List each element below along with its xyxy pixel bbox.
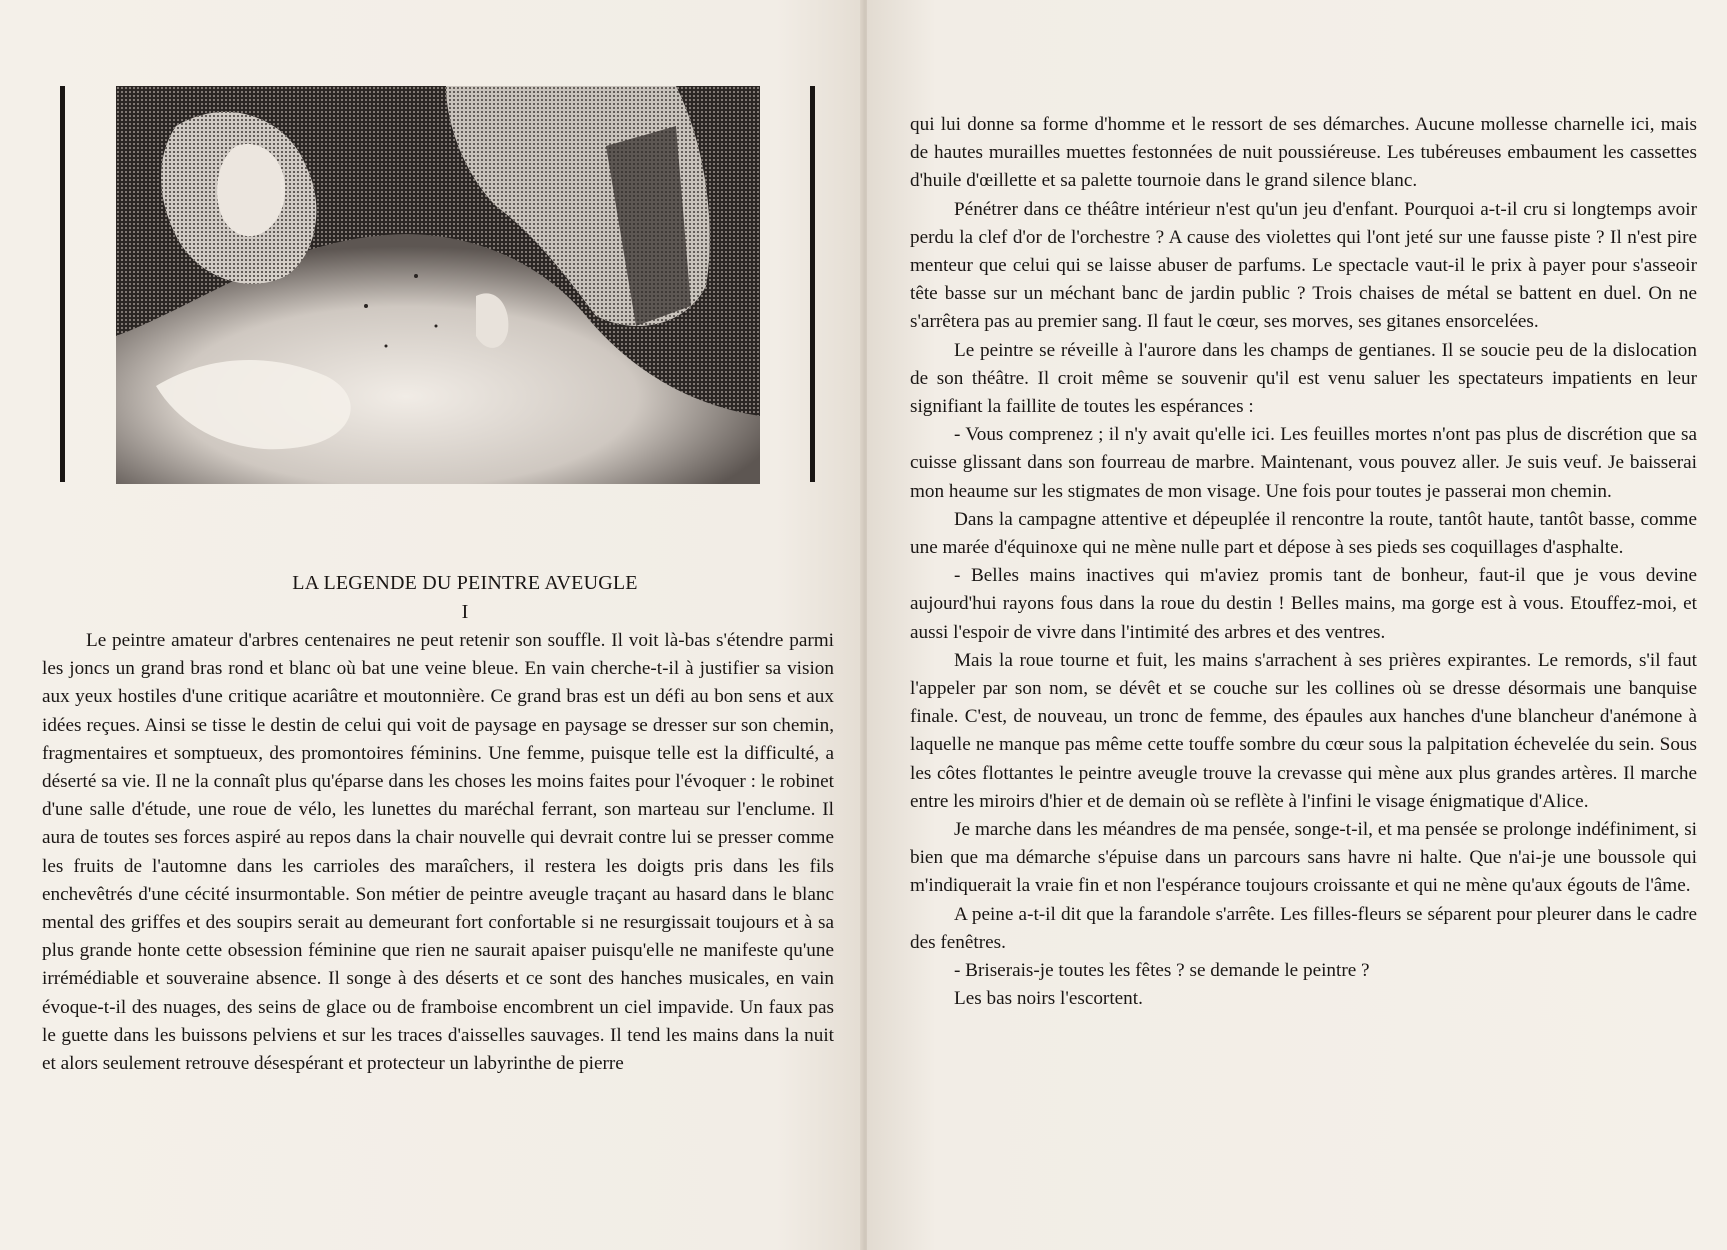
halftone-photograph xyxy=(116,86,760,484)
chapter-title: LA LEGENDE DU PEINTRE AVEUGLE xyxy=(292,572,638,594)
paragraph: - Vous comprenez ; il n'y avait qu'elle ici. Les feuilles mortes n'ont pas plus de discrétion que sa cuisse glissant dans son fourreau de marbre. Maintenant, vous pouvez aller. Je suis veuf. Je baisserai mon heaume sur les stigmates de mon visage. Une fois pour toutes je passerai mon chemin. xyxy=(910,424,1697,502)
paragraph: - Belles mains inactives qui m'aviez promis tant de bonheur, faut-il que je vous devine aujourd'hui rayons fous dans la roue du destin ! Belles mains, ma gorge est à vous. Etouffez-moi, et aussi l'espoir de vivre dans l'intimité des arbres et des ventres. xyxy=(910,565,1697,643)
paragraph: Je marche dans les méandres de ma pensée, songe-t-il, et ma pensée se prolonge indéfiniment, si bien que ma démarche s'épuise dans un parcours sans havre ni halte. Que n'ai-je une boussole qui m'indiquerait la vraie fin et non l'espérance toujours croissante et qui ne mène qu'aux égouts de l'âme. xyxy=(910,819,1697,897)
paragraph: Dans la campagne attentive et dépeuplée il rencontre la route, tantôt haute, tantôt basse, comme une marée d'équinoxe qui ne mène nulle part et dépose à ses pieds ses coquillages d'asphalte. xyxy=(910,508,1697,559)
left-frame-bar xyxy=(60,86,65,482)
paragraph: Le peintre se réveille à l'aurore dans les champs de gentianes. Il se soucie peu de la dislocation de son théâtre. Il croit même se souvenir qu'il est venu saluer les spectateurs impatients en leur signifiant la faillite de toutes les espérances : xyxy=(910,339,1697,418)
paragraph: A peine a-t-il dit que la farandole s'arrête. Les filles-fleurs se séparent pour pleurer dans le cadre des fenêtres. xyxy=(910,903,1697,953)
paragraph: Le peintre amateur d'arbres centenaires ne peut retenir son souffle. Il voit là-bas s'étendre parmi les joncs un grand bras rond et blanc où bat une veine bleue. En vain cherche-t-il à justifier sa vision aux yeux hostiles d'une critique acariâtre et moutonnière. Ce grand bras est un défi au bon sens et aux idées reçues. Ainsi se tisse le destin de celui qui voit de paysage en paysage se dresser sur son chemin, fragmentaires et somptueux, des promontoires féminins. Une femme, puisque telle est la difficulté, a déserté sa vie. Il ne la connaît plus qu'éparse dans les choses les moins faites pour l'évoquer : le robinet d'une salle d'étude, une roue de vélo, les lunettes du maréchal ferrant, son marteau sur l'enclume. Il aura de toutes ses forces aspiré au repos dans la chair nouvelle qui devrait contre lui se presser comme les fruits de l'automne dans les carrioles des maraîchers, il restera les doigts pris dans les fils enchevêtrés d'une cécité insurmontable. Son métier de peintre aveugle traçant au hasard dans le blanc mental des griffes et des soupirs serait au demeurant fort confortable si ne resurgissait toujours et à sa plus grande honte cette obsession féminine que rien ne saurait apaiser puisqu'elle ne manifeste qu'une irrémédiable et souveraine absence. Il songe à des déserts et ce sont des hanches musicales, en vain évoque-t-il des nuages, des seins de glace ou de framboise encombrent un ciel impavide. Un faux pas le guette dans les buissons pelviens et sur les traces d'aisselles sauvages. Il tend les mains dans la nuit et alors seulement retrouve désespérant et protecteur un labyrinthe de pierre xyxy=(42,630,834,1075)
paragraph: Pénétrer dans ce théâtre intérieur n'est qu'un jeu d'enfant. Pourquoi a-t-il cru si longtemps avoir perdu la clef d'or de l'orchestre ? A cause des violettes qui l'ont jeté sur une fausse piste ? Il n'est pire menteur que celui qui se laisse abuser de parfums. Le spectacle vaut-il le prix à payer pour s'asseoir tête basse sur un méchant banc de jardin public ? Trois chaises de métal se battent en duel. On ne s'arrêtera pas au premier sang. Il faut le cœur, ses morves, ses gitanes ensorcelées. xyxy=(910,198,1697,333)
section-number: I xyxy=(461,601,469,623)
left-body-text xyxy=(42,627,834,1078)
right-body-text xyxy=(910,111,1697,1014)
right-page xyxy=(867,0,1727,1250)
paragraph-continuation: qui lui donne sa forme d'homme et le ressort de ses démarches. Aucune mollesse charnelle ici, mais de hautes murailles muettes festonnées de nuit poussiéreuse. Les tubéreuses embaument les cassettes d'huile d'œillette et sa palette tournoie dans le grand silence blanc. xyxy=(910,114,1697,192)
paragraph: Les bas noirs l'escortent. xyxy=(954,988,1143,1010)
left-page xyxy=(0,0,863,1250)
paragraph: - Briserais-je toutes les fêtes ? se demande le peintre ? xyxy=(954,960,1370,982)
paragraph: Mais la roue tourne et fuit, les mains s'arrachent à ses prières expirantes. Le remords, s'il faut l'appeler par son nom, se dévêt et se couche sur les collines où se dresse désormais une banquise finale. C'est, de nouveau, un tronc de femme, des épaules aux hanches d'une blancheur d'anémone à laquelle ne manque pas même cette touffe sombre du cœur sous la palpitation échevelée du sein. Sous les côtes flottantes le peintre aveugle trouve la crevasse qui mène aux plus grandes artères. Il marche entre les miroirs d'hier et de demain où se reflète à l'infini le visage énigmatique d'Alice. xyxy=(910,649,1697,812)
right-frame-bar xyxy=(810,86,815,482)
